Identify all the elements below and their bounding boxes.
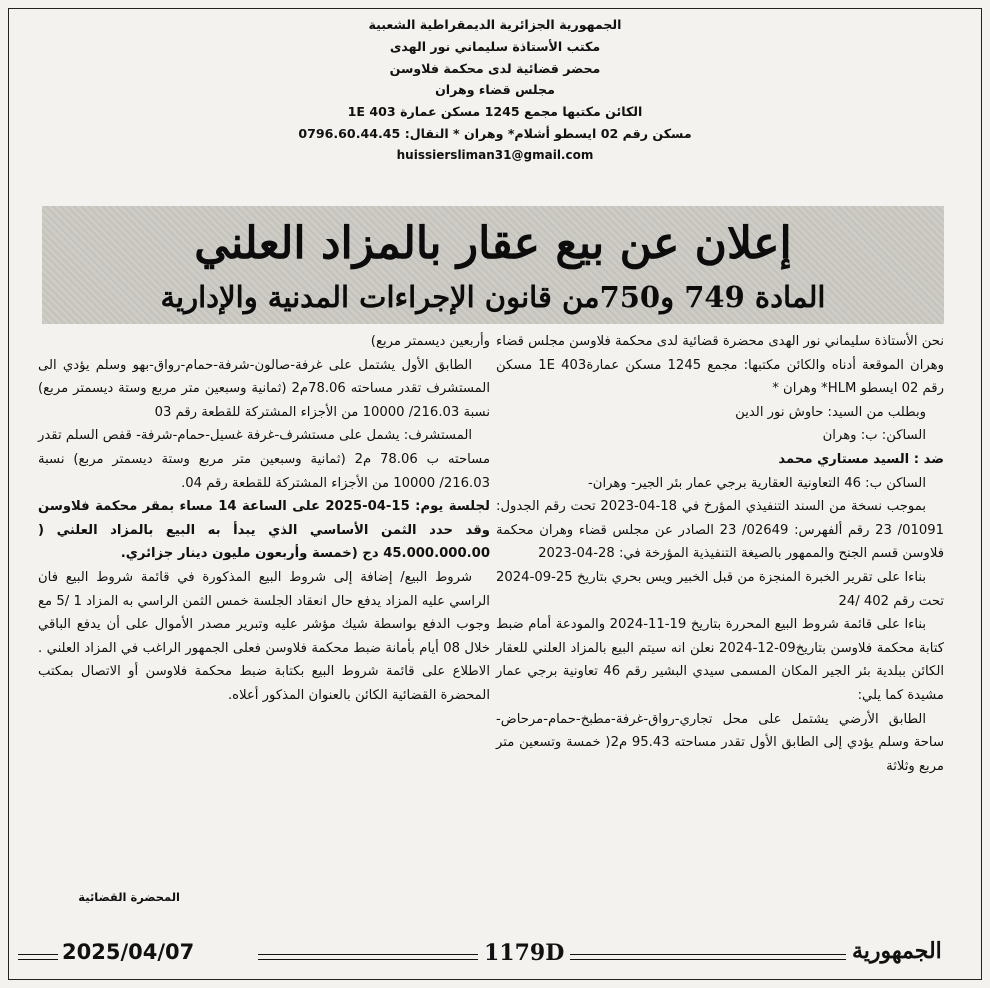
paragraph: المستشرف: يشمل على مستشرف-غرفة غسيل-حمام-شرفة- قفص السلم تقدر مساحته ب 78.06 م2 (ثمانية وسبعين متر مربع وستة ديسمتر مربع) نسبة 216.03/ 10000 من الأجزاء المشتركة للقطعة رقم 04. bbox=[38, 428, 491, 491]
header-line: محضر قضائية لدى محكمة فلاوسن bbox=[389, 60, 601, 76]
paragraph: الساكن ب: 46 التعاونية العقارية برجي عمار بئر الجير- وهران- bbox=[588, 475, 926, 491]
announcement-title: إعلان عن بيع عقار بالمزاد العلني bbox=[194, 218, 792, 269]
paragraph-session: لجلسة يوم: 15-04-2025 على الساعة 14 مساء بمقر محكمة فلاوسن وقد حدد الثمن الأساسي الذي يبدأ به البيع بالمزاد العلني ( 45.000.000.00 دج (خمسة وأربعون مليون دينار جزائري. bbox=[38, 499, 490, 562]
page-footer bbox=[18, 938, 972, 972]
paragraph: الساكن: ب: وهران bbox=[822, 428, 926, 444]
paragraph-defendant: ضد : السيد مستاري محمد bbox=[778, 451, 944, 467]
paragraph: شروط البيع/ إضافة إلى شروط البيع المذكورة في قائمة شروط البيع فان الراسي عليه المزاد يدفع حال انعقاد الجلسة خمس الثمن الراسي به المزاد 1 /5 مع وجوب الدفع بواسطة شيك مؤشر عليه وتبرير مصدر الأموال على أن يدفع الباقي خلال 08 أيام بأمانة ضبط محكمة فلاوسن فعلى الجمهور الراغب في المزاد العلني . الاطلاع على قائمة شروط البيع بكتابة ضبط محكمة فلاوسن أو الاتصال بمكتب المحضرة القضائية الكائن بالعنوان المذكور أعلاه. bbox=[38, 569, 490, 703]
announcement-subtitle: المادة 749 و750من قانون الإجراءات المدنية والإدارية bbox=[160, 280, 826, 314]
footer-rule bbox=[18, 954, 58, 960]
header-line: الكائن مكتبها مجمع 1245 مسكن عمارة 1E 403 bbox=[347, 104, 643, 120]
paragraph: بناءا على تقرير الخبرة المنجزة من قبل الخبير ويس بحري بتاريخ 25-09-2024 تحت رقم 402 /24 bbox=[496, 569, 944, 609]
footer-number: 1179D bbox=[484, 940, 565, 966]
right-column bbox=[496, 330, 944, 778]
header-line: مسكن رقم 02 ايسطو أشلام* وهران * النقال: 0796.60.44.45 bbox=[298, 125, 692, 141]
signature: المحضرة القضائية bbox=[78, 890, 180, 904]
newspaper-logo: الجمهورية bbox=[852, 938, 942, 964]
paragraph: بناءا على قائمة شروط البيع المحررة بتاريخ 19-11-2024 والمودعة أمام ضبط كتابة محكمة فلاوسن بتاريخ09-12-2024 نعلن انه سيتم البيع بالمزاد العلني للعقار الكائن ببلدية بئر الجير المكان المسمى سيدي البشير رقم 46 تعاونية برجي عمار مشيدة كما يلي: bbox=[496, 617, 944, 703]
paragraph: نحن الأستاذة سليماني نور الهدى محضرة قضائية لدى محكمة فلاوسن مجلس قضاء وهران الموقعة أدناه والكائن مكتبها: مجمع 1245 مسكن عمارة1E 403 مسكن رقم 02 ايسطو HLM* وهران * bbox=[496, 334, 944, 397]
header-line: مكتب الأستاذة سليماني نور الهدى bbox=[389, 38, 601, 54]
paragraph: الطابق الأول يشتمل على غرفة-صالون-شرفة-حمام-رواق-بهو وسلم يؤدي الى المستشرف تقدر مساحته 78.06م2 (ثمانية وسبعين متر مربع وستة ديسمتر مربع) نسبة 216.03/ 10000 من الأجزاء المشتركة للقطعة رقم 03 bbox=[38, 357, 490, 420]
announcement-banner bbox=[42, 206, 944, 324]
paragraph: وأربعين ديسمتر مربع) bbox=[370, 334, 490, 349]
header-email: huissiersliman31@gmail.com bbox=[396, 147, 594, 162]
header-line: مجلس قضاء وهران bbox=[435, 82, 555, 98]
office-header bbox=[200, 14, 790, 167]
paragraph: وبطلب من السيد: حاوش نور الدين bbox=[735, 404, 926, 420]
left-column bbox=[38, 330, 490, 708]
footer-rule bbox=[570, 954, 846, 960]
footer-date: 2025/04/07 bbox=[62, 940, 195, 964]
header-line: الجمهورية الجزائرية الديمقراطية الشعبية bbox=[368, 17, 622, 32]
paragraph: الطابق الأرضي يشتمل على محل تجاري-رواق-غرفة-مطبخ-حمام-مرحاض-ساحة وسلم يؤدي إلى الطابق الأول تقدر مساحته 95.43 م2( خمسة وتسعين متر مربع وثلاثة bbox=[496, 711, 944, 774]
paragraph: بموجب نسخة من السند التنفيذي المؤرخ في 18-04-2023 تحت رقم الجدول: 01091/ 23 رقم ألفهرس: 02649/ 23 الصادر عن مجلس قضاء وهران محكمة فلاوسن قسم الجنح والممهور بالصيغة التنفيذية المؤرخة في: 28-04-2023 bbox=[496, 499, 945, 562]
footer-rule bbox=[258, 954, 478, 960]
